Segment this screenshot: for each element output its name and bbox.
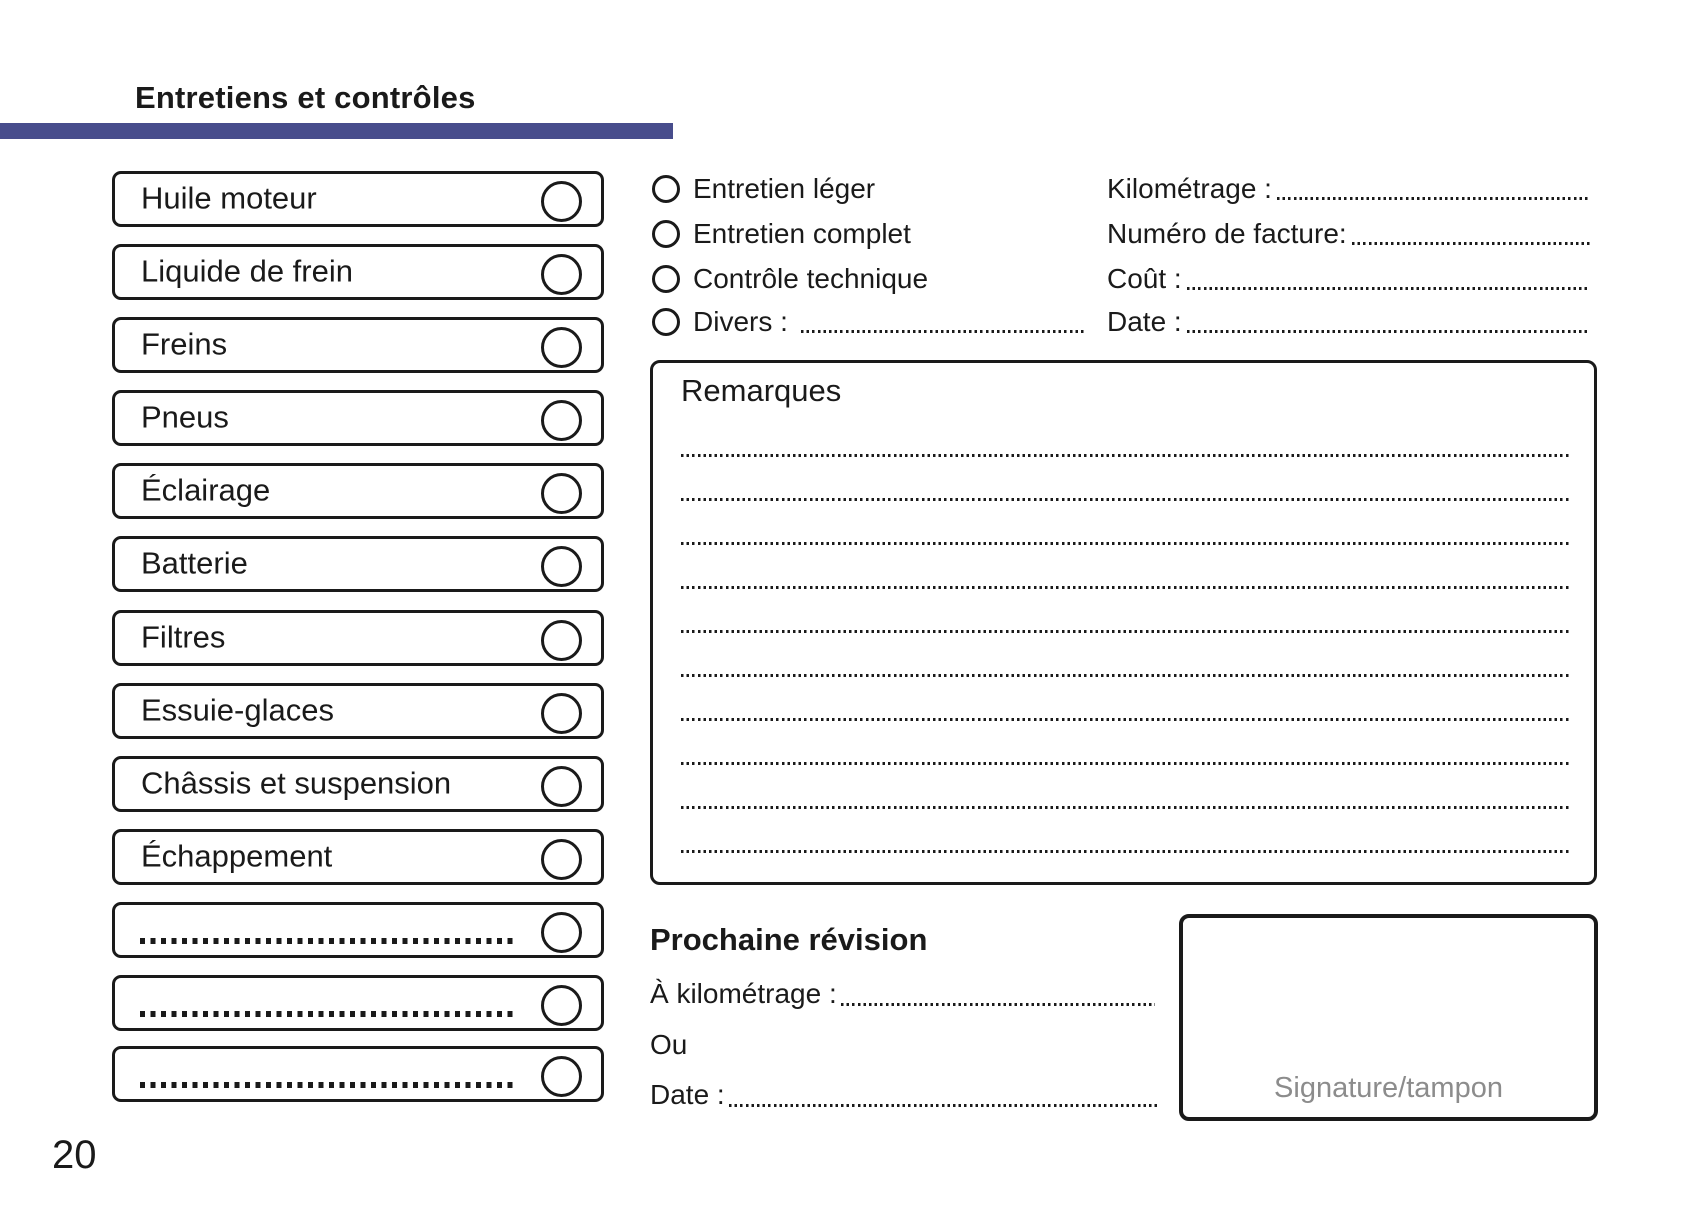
check-circle[interactable]: [541, 620, 582, 661]
field-row-cout: [1107, 260, 1590, 297]
checklist-item-label: Pneus: [141, 399, 229, 435]
radio-label: Entretien léger: [693, 172, 876, 204]
write-in-line[interactable]: [140, 1082, 517, 1088]
radio-label: Divers :: [693, 305, 788, 337]
write-in-line[interactable]: [1277, 197, 1590, 200]
page-number: 20: [52, 1133, 97, 1177]
field-row-kilometrage: [1107, 170, 1590, 207]
checklist-row-blank-3: [112, 1046, 604, 1102]
service-type-row-controle-technique: [652, 260, 928, 297]
check-circle[interactable]: [541, 254, 582, 295]
checklist-row-huile-moteur: [112, 171, 604, 227]
page-title: Entretiens et contrôles: [135, 80, 476, 115]
check-circle[interactable]: [541, 546, 582, 587]
checklist-row-echappement: [112, 829, 604, 885]
check-circle[interactable]: [541, 985, 582, 1026]
write-in-line[interactable]: [140, 938, 517, 944]
write-in-line[interactable]: [681, 586, 1570, 589]
write-in-line[interactable]: [681, 718, 1570, 721]
checklist-item-label: Freins: [141, 326, 228, 362]
check-circle[interactable]: [541, 400, 582, 441]
write-in-line[interactable]: [681, 674, 1570, 677]
remarks-box: [650, 360, 1597, 885]
next-service-title: Prochaine révision: [650, 922, 928, 957]
field-label: Numéro de facture:: [1107, 217, 1347, 249]
field-label: À kilométrage :: [650, 978, 837, 1009]
field-label: Coût :: [1107, 262, 1182, 294]
write-in-line[interactable]: [1352, 242, 1590, 245]
write-in-line[interactable]: [681, 630, 1570, 633]
signature-box[interactable]: [1179, 914, 1598, 1121]
write-in-line[interactable]: [1187, 330, 1590, 333]
radio-circle[interactable]: [652, 175, 680, 203]
check-circle[interactable]: [541, 181, 582, 222]
radio-circle[interactable]: [652, 220, 680, 248]
checklist-row-pneus: [112, 390, 604, 446]
field-label: Date :: [650, 1079, 725, 1110]
checklist-item-label: Huile moteur: [141, 180, 317, 216]
check-circle[interactable]: [541, 473, 582, 514]
next-service-row-kilometrage: [650, 975, 1155, 1013]
service-type-row-entretien-complet: [652, 215, 911, 252]
service-type-row-divers: [652, 303, 1084, 340]
check-circle[interactable]: [541, 912, 582, 953]
checklist-item-label: Filtres: [141, 619, 226, 655]
write-in-line[interactable]: [681, 454, 1570, 457]
service-type-row-entretien-leger: [652, 170, 875, 207]
checklist-item-label: Essuie-glaces: [141, 692, 334, 728]
checklist-row-chassis-et-suspension: [112, 756, 604, 812]
checklist-item-label: Éclairage: [141, 472, 271, 508]
write-in-line[interactable]: [801, 330, 1084, 333]
field-label: Kilométrage :: [1107, 172, 1272, 204]
write-in-line[interactable]: [681, 850, 1570, 853]
radio-label: Contrôle technique: [693, 262, 929, 294]
check-circle[interactable]: [541, 839, 582, 880]
write-in-line[interactable]: [681, 542, 1570, 545]
radio-label: Entretien complet: [693, 217, 911, 249]
checklist-row-blank-1: [112, 902, 604, 958]
check-circle[interactable]: [541, 766, 582, 807]
field-label: Date :: [1107, 305, 1182, 337]
write-in-line[interactable]: [681, 498, 1570, 501]
checklist-row-blank-2: [112, 975, 604, 1031]
next-service-row-ou: [650, 1026, 691, 1064]
radio-circle[interactable]: [652, 308, 680, 336]
checklist-row-eclairage: [112, 463, 604, 519]
write-in-line[interactable]: [681, 806, 1570, 809]
write-in-line[interactable]: [841, 1003, 1155, 1006]
field-row-date: [1107, 303, 1590, 340]
write-in-line[interactable]: [1187, 287, 1590, 290]
check-circle[interactable]: [541, 1056, 582, 1097]
checklist-item-label: Batterie: [141, 545, 248, 581]
checklist-item-label: Échappement: [141, 838, 333, 874]
checklist-row-freins: [112, 317, 604, 373]
title-accent-bar: [0, 123, 673, 139]
field-label: Ou: [650, 1029, 688, 1060]
signature-label: Signature/tampon: [1274, 1072, 1503, 1104]
field-row-numero-de-facture: [1107, 215, 1590, 252]
checklist-item-label: Liquide de frein: [141, 253, 353, 289]
checklist-row-filtres: [112, 610, 604, 666]
radio-circle[interactable]: [652, 265, 680, 293]
next-service-row-date: [650, 1076, 1157, 1114]
checklist-row-batterie: [112, 536, 604, 592]
remarks-title: Remarques: [681, 373, 842, 408]
check-circle[interactable]: [541, 693, 582, 734]
write-in-line[interactable]: [729, 1104, 1157, 1107]
write-in-line[interactable]: [140, 1011, 517, 1017]
checklist-row-liquide-de-frein: [112, 244, 604, 300]
checklist-row-essuie-glaces: [112, 683, 604, 739]
write-in-line[interactable]: [681, 762, 1570, 765]
check-circle[interactable]: [541, 327, 582, 368]
checklist-item-label: Châssis et suspension: [141, 765, 452, 801]
